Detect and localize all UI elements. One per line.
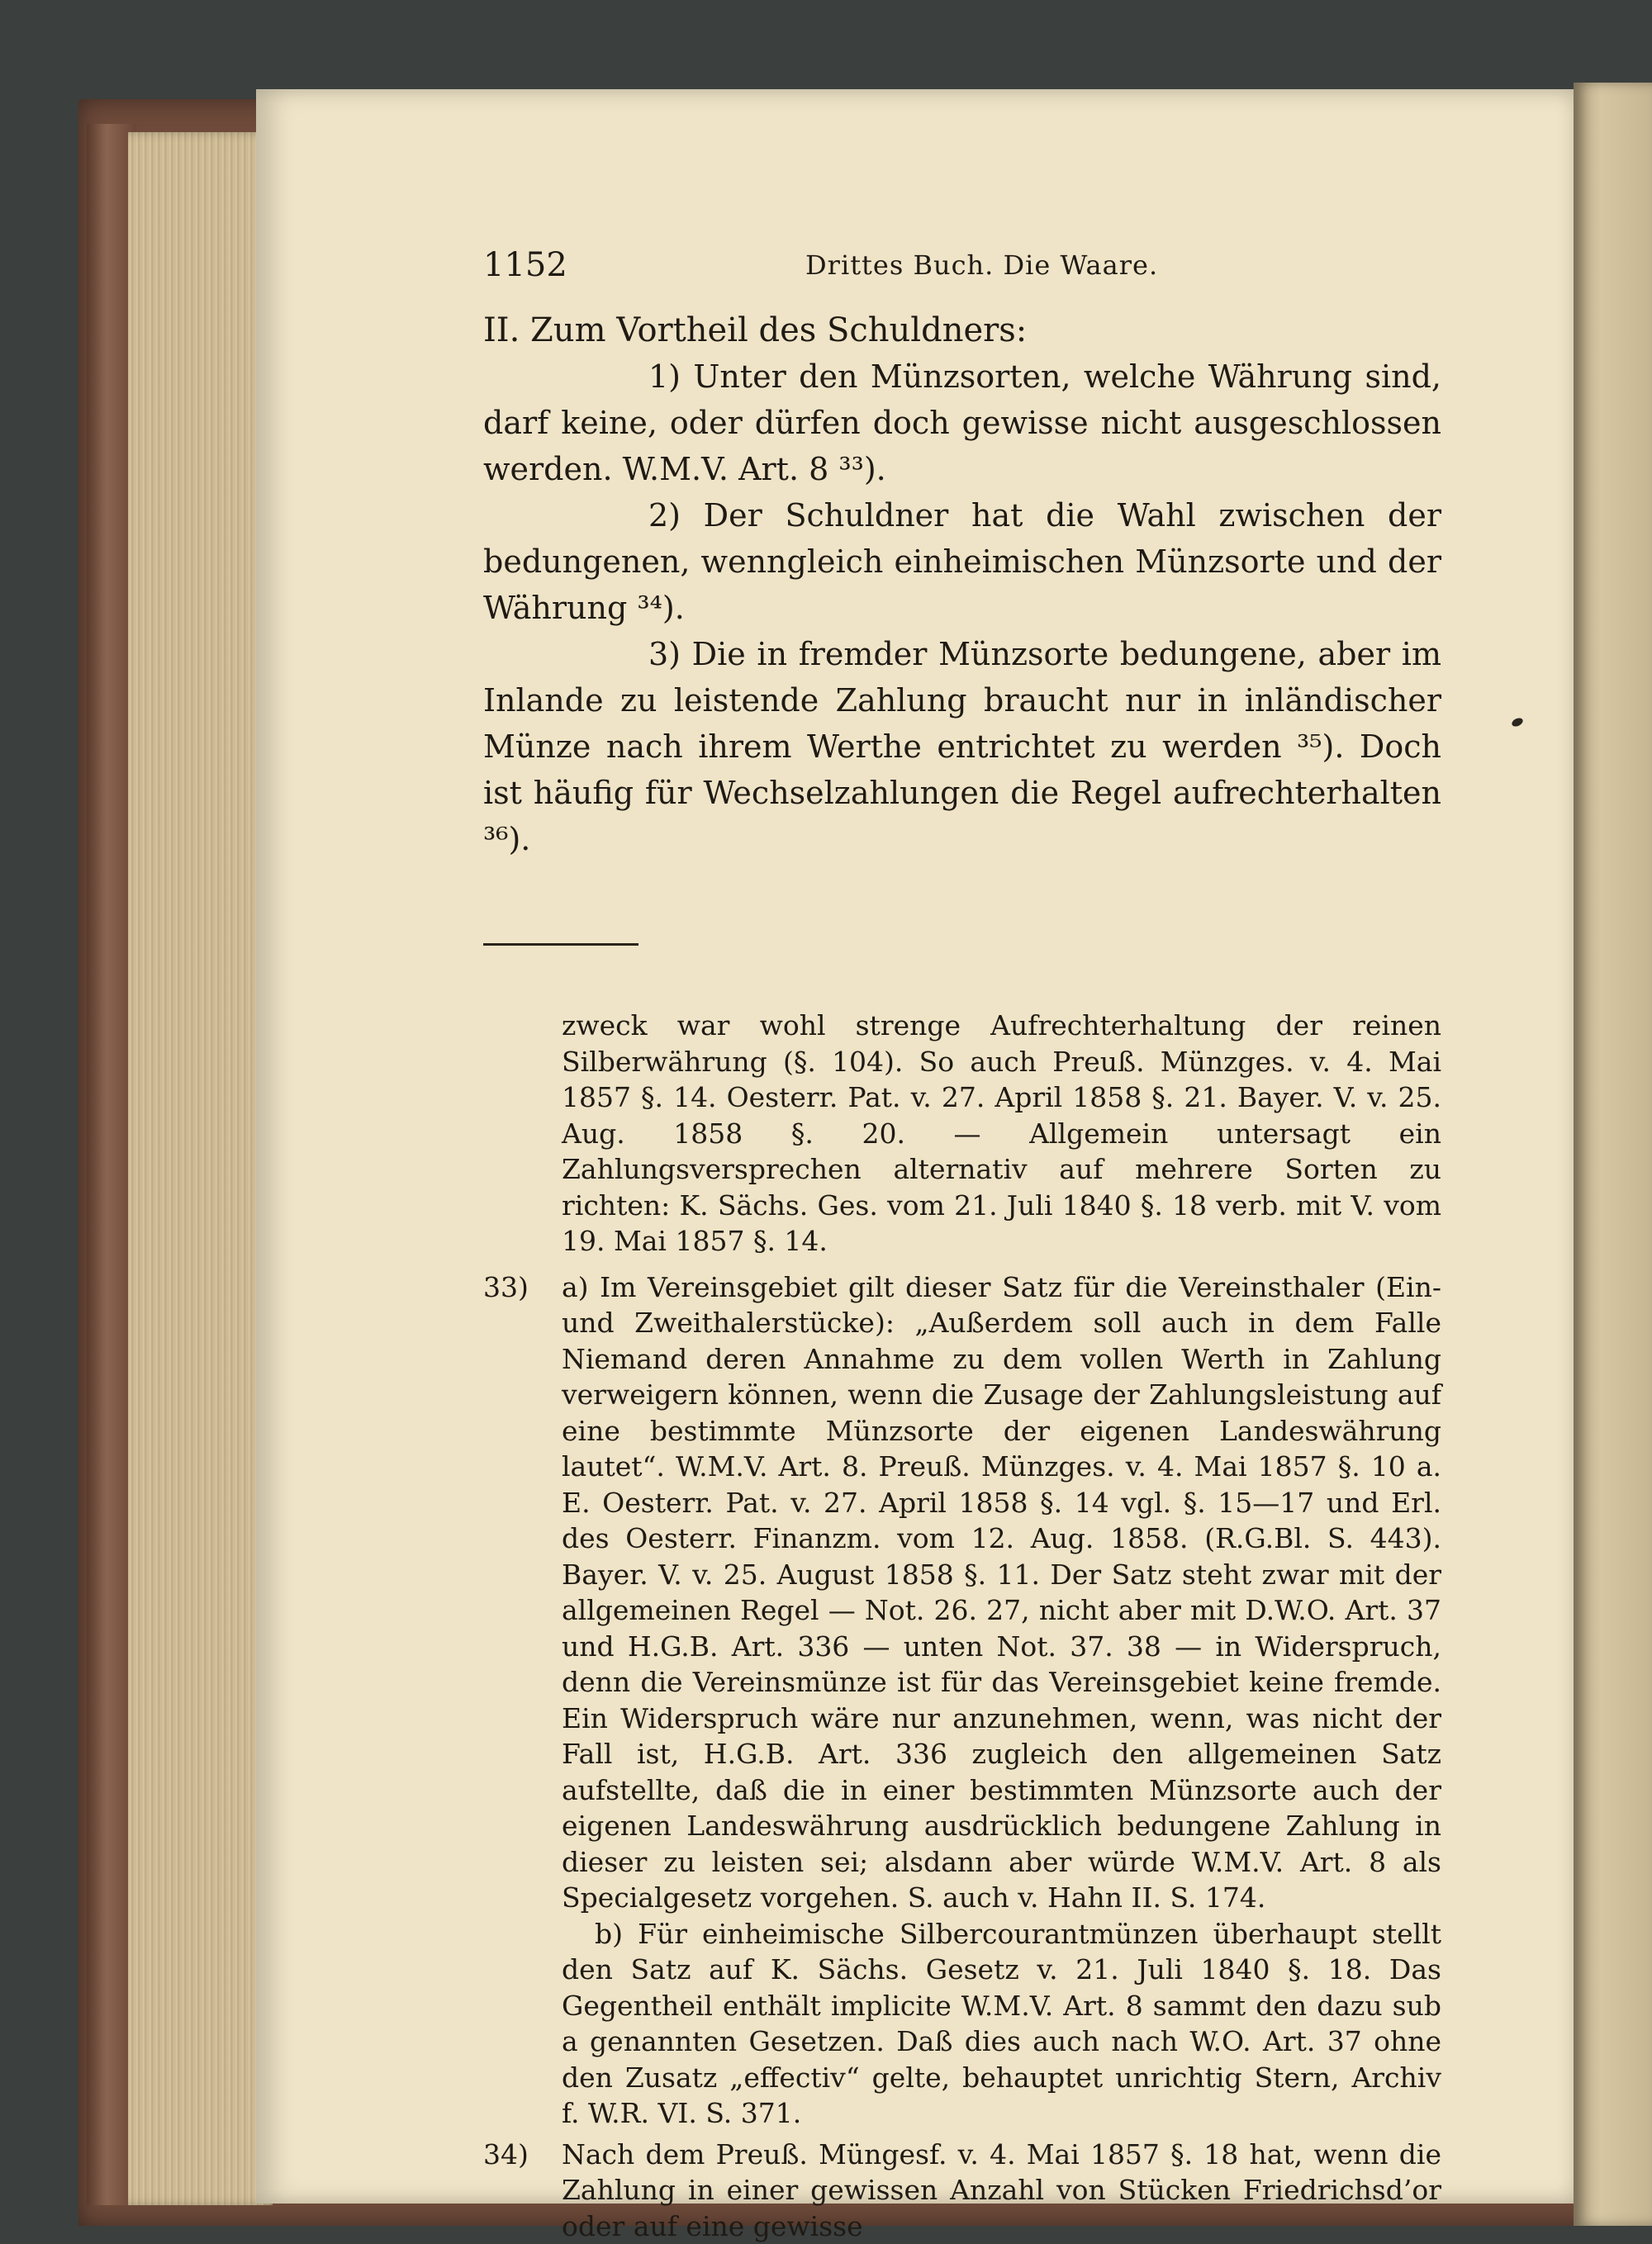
page-stack-edge — [128, 132, 273, 2205]
footnote-number: 34) — [483, 2137, 529, 2173]
footnote-33a: a) Im Vereinsgebiet gilt dieser Satz für die Vereinsthaler (Ein- und Zweithalerstücke): „Außerdem soll auch in dem Falle Niemand deren Annahme zu dem vollen Werth in Zahlung verweigern können, wenn die Zusage der Zahlungsleistung auf eine bestimmte Münzsorte der eigenen Landeswährung lautet“. W.M.V. Art. 8. Preuß. Münzges. v. 4. Mai 1857 §. 10 a. E. Oesterr. Pat. v. 27. April 1858 §. 14 vgl. §. 15—17 und Erl. des Oesterr. Finanzm. vom 12. Aug. 1858. (R.G.Bl. S. 443). Bayer. V. v. 25. August 1858 §. 11. Der Satz steht zwar mit der allgemeinen Regel — Not. 26. 27, nicht aber mit D.W.O. Art. 37 und H.G.B. Art. 336 — unten Not. 37. 38 — in Widerspruch, denn die Vereinsmünze ist für das Vereinsgebiet keine fremde. Ein Widerspruch wäre nur anzunehmen, wenn, was nicht der Fall ist, H.G.B. Art. 336 zugleich den allgemeinen Satz aufstellte, daß die in einer bestimmten Münzsorte auch der eigenen Landeswährung ausdrücklich bedungene Zahlung in dieser zu leisten sei; alsdann aber würde W.M.V. Art. 8 als Specialgesetz vorgehen. S. auch v. Hahn II. S. 174. — [562, 1269, 1441, 1916]
footnote-separator — [483, 943, 638, 946]
facing-page-edge — [1574, 83, 1652, 2226]
paragraph-1: 1) Unter den Münzsorten, welche Währung sind, darf keine, oder dürfen doch gewisse nicht ausgeschlossen werden. W.M.V. Art. 8 ³³). — [483, 353, 1441, 492]
footnote-number: 33) — [483, 1269, 529, 1306]
footnote-continuation: zweck war wohl strenge Aufrechterhaltung der reinen Silberwährung (§. 104). So auch Preuß. Münzges. v. 4. Mai 1857 §. 14. Oesterr. Pat. v. 27. April 1858 §. 21. Bayer. V. v. 25. Aug. 1858 §. 20. — Allgemein untersagt ein Zahlungsversprechen alternativ auf mehrere Sorten zu richten: K. Sächs. Ges. vom 21. Juli 1840 §. 18 verb. mit V. vom 19. Mai 1857 §. 14. — [562, 1008, 1441, 1260]
footnotes — [483, 1008, 1441, 2244]
page-number: 1152 — [483, 246, 567, 284]
running-title: Drittes Buch. Die Waare. — [805, 249, 1158, 281]
running-head — [483, 240, 1441, 289]
footnote-33b: b) Für einheimische Silbercourantmünzen überhaupt stellt den Satz auf K. Sächs. Gesetz v. 21. Juli 1840 §. 18. Das Gegentheil enthält implicite W.M.V. Art. 8 sammt den dazu sub a genannten Gesetzen. Daß dies auch nach W.O. Art. 37 ohne den Zusatz „effectiv“ gelte, behauptet unrichtig Stern, Archiv f. W.R. VI. S. 371. — [562, 1916, 1441, 2132]
section-title: II. Zum Vortheil des Schuldners: — [483, 307, 1441, 353]
footnote-34 — [562, 2137, 1441, 2244]
main-text — [483, 307, 1441, 862]
page-content — [483, 240, 1441, 2244]
paragraph-2: 2) Der Schuldner hat die Wahl zwischen der bedungenen, wenngleich einheimischen Münzsorte und der Währung ³⁴). — [483, 492, 1441, 631]
footnote-34-text: Nach dem Preuß. Müngesf. v. 4. Mai 1857 §. 18 hat, wenn die Zahlung in einer gewissen Anzahl von Stücken Friedrichsd’or oder auf eine gewisse — [562, 2137, 1441, 2244]
paragraph-3: 3) Die in fremder Münzsorte bedungene, aber im Inlande zu leistende Zahlung braucht nur in inländischer Münze nach ihrem Werthe entrichtet zu werden ³⁵). Doch ist häufig für Wechselzahlungen die Regel aufrechterhalten ³⁶). — [483, 631, 1441, 862]
footnote-33 — [562, 1269, 1441, 2132]
